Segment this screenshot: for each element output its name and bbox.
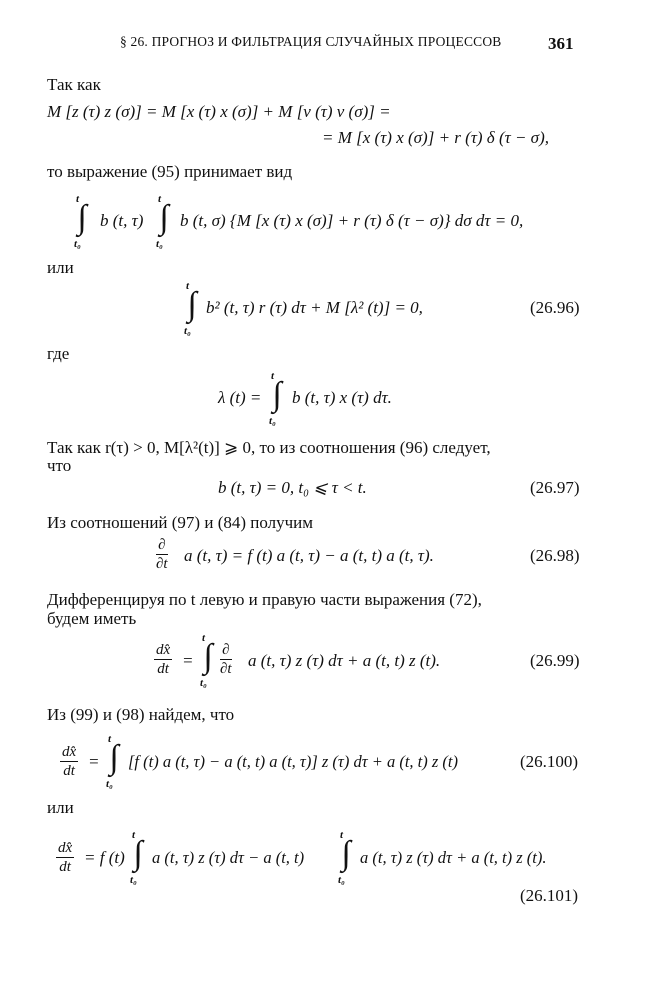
lower-limit: t₀ bbox=[269, 415, 276, 427]
paragraph-gde: где bbox=[47, 344, 70, 363]
lower-limit: t₀ bbox=[106, 778, 113, 790]
paragraph-differentiating: Дифференцируя по t левую и правую части выражения (72), bbox=[47, 590, 482, 609]
fraction-numerator: dx̂ bbox=[62, 744, 77, 760]
integral-26-100 bbox=[102, 733, 126, 793]
equation-number-26-101: (26.101) bbox=[520, 886, 579, 905]
equation-95-part1: b (t, τ) bbox=[100, 211, 144, 230]
equation-lambda-lhs: λ (t) = bbox=[218, 388, 262, 407]
integral-inner bbox=[152, 193, 176, 253]
fraction-denominator: ∂t bbox=[220, 661, 232, 677]
upper-limit: t bbox=[271, 370, 275, 382]
equation-covariance-line1: M [z (τ) z (σ)] = M [x (τ) x (σ)] + M [v (τ) v (σ)] = bbox=[47, 102, 391, 121]
equation-number-26-99: (26.99) bbox=[530, 651, 580, 670]
equation-covariance-line2: = M [x (τ) x (σ)] + r (τ) δ (τ − σ), bbox=[322, 128, 549, 147]
lower-limit: t₀ bbox=[156, 238, 163, 250]
paragraph-ili-2: или bbox=[47, 798, 74, 817]
lower-limit: t₀ bbox=[200, 677, 207, 689]
fraction-numerator: ∂ bbox=[156, 536, 168, 555]
upper-limit: t bbox=[76, 193, 80, 205]
equation-number-26-97: (26.97) bbox=[530, 478, 580, 497]
integral-26-99 bbox=[196, 632, 220, 692]
paragraph-from-99-98: Из (99) и (98) найдем, что bbox=[47, 705, 235, 724]
integral-sign: ∫ bbox=[272, 376, 282, 413]
equals-sign: = bbox=[182, 651, 194, 670]
fraction-numerator: ∂ bbox=[220, 641, 232, 660]
upper-limit: t bbox=[108, 733, 112, 745]
lower-limit: t₀ bbox=[184, 325, 191, 337]
paragraph-tak-kak: Так как bbox=[47, 75, 101, 94]
equation-lambda-rhs: b (t, τ) x (τ) dτ. bbox=[292, 388, 392, 407]
integral-sign: ∫ bbox=[203, 638, 213, 675]
equation-26-100: [f (t) a (t, τ) − a (t, t) a (t, τ)] z (τ) dτ + a (t, t) z (t) bbox=[128, 752, 459, 771]
page-number: 361 bbox=[548, 34, 574, 53]
paragraph-expression-form: то выражение (95) принимает вид bbox=[47, 162, 293, 181]
upper-limit: t bbox=[340, 829, 344, 841]
integral-sign: ∫ bbox=[341, 835, 351, 872]
integral-lambda bbox=[265, 370, 289, 430]
upper-limit: t bbox=[158, 193, 162, 205]
upper-limit: t bbox=[132, 829, 136, 841]
equation-26-101-part1: = f (t) bbox=[84, 848, 125, 867]
paragraph-ili-1: или bbox=[47, 258, 74, 277]
fraction-partial-dt bbox=[220, 641, 232, 678]
equation-26-96: b² (t, τ) r (τ) dτ + M [λ² (t)] = 0, bbox=[206, 298, 423, 317]
equation-26-99: a (t, τ) z (τ) dτ + a (t, t) z (t). bbox=[248, 651, 441, 670]
equation-95-part2: b (t, σ) {M [x (τ) x (σ)] + r (τ) δ (τ − σ)} dσ dτ = 0, bbox=[180, 211, 524, 230]
lower-limit: t₀ bbox=[74, 238, 81, 250]
equation-number-26-98: (26.98) bbox=[530, 546, 580, 565]
lower-limit: t₀ bbox=[130, 874, 137, 886]
fraction-numerator: dx̂ bbox=[58, 840, 73, 856]
paragraph-from-relations: Из соотношений (97) и (84) получим bbox=[47, 513, 314, 532]
integral-sign: ∫ bbox=[159, 199, 169, 236]
integral-26-101-b bbox=[334, 829, 358, 889]
fraction-dxhat-dt bbox=[154, 641, 172, 678]
paragraph-we-get: будем иметь bbox=[47, 609, 137, 628]
equation-26-101-part3: a (t, τ) z (τ) dτ + a (t, t) z (t). bbox=[360, 848, 547, 867]
fraction-denominator: ∂t bbox=[156, 556, 168, 572]
fraction-denominator: dt bbox=[59, 859, 71, 875]
fraction-denominator: dt bbox=[157, 661, 169, 677]
equation-26-97: b (t, τ) = 0, t₀ ⩽ τ < t. bbox=[218, 478, 367, 497]
equation-number-26-100: (26.100) bbox=[520, 752, 579, 771]
equals-sign: = bbox=[88, 752, 100, 771]
equation-26-101-part2: a (t, τ) z (τ) dτ − a (t, t) bbox=[152, 848, 305, 867]
integral-sign: ∫ bbox=[187, 286, 197, 323]
fraction-denominator: dt bbox=[63, 763, 75, 779]
equation-26-98: a (t, τ) = f (t) a (t, τ) − a (t, t) a (t, τ). bbox=[184, 546, 434, 565]
upper-limit: t bbox=[202, 632, 206, 644]
fraction-partial-dt bbox=[156, 536, 168, 573]
integral-sign: ∫ bbox=[133, 835, 143, 872]
lower-limit: t₀ bbox=[338, 874, 345, 886]
integral-outer bbox=[70, 193, 94, 253]
equation-number-26-96: (26.96) bbox=[530, 298, 580, 317]
paragraph-chto: что bbox=[47, 456, 72, 475]
integral-sign: ∫ bbox=[77, 199, 87, 236]
integral-26-101-a bbox=[126, 829, 150, 889]
fraction-numerator: dx̂ bbox=[156, 642, 171, 658]
fraction-dxhat-dt bbox=[56, 839, 74, 876]
integral-26-96 bbox=[180, 280, 204, 340]
running-header: § 26. ПРОГНОЗ И ФИЛЬТРАЦИЯ СЛУЧАЙНЫХ ПРОЦЕССОВ bbox=[120, 34, 502, 49]
fraction-dxhat-dt bbox=[60, 743, 78, 780]
upper-limit: t bbox=[186, 280, 190, 292]
integral-sign: ∫ bbox=[109, 739, 119, 776]
paragraph-condition: Так как r(τ) > 0, M[λ²(t)] ⩾ 0, то из соотношения (96) следует, bbox=[47, 438, 491, 457]
